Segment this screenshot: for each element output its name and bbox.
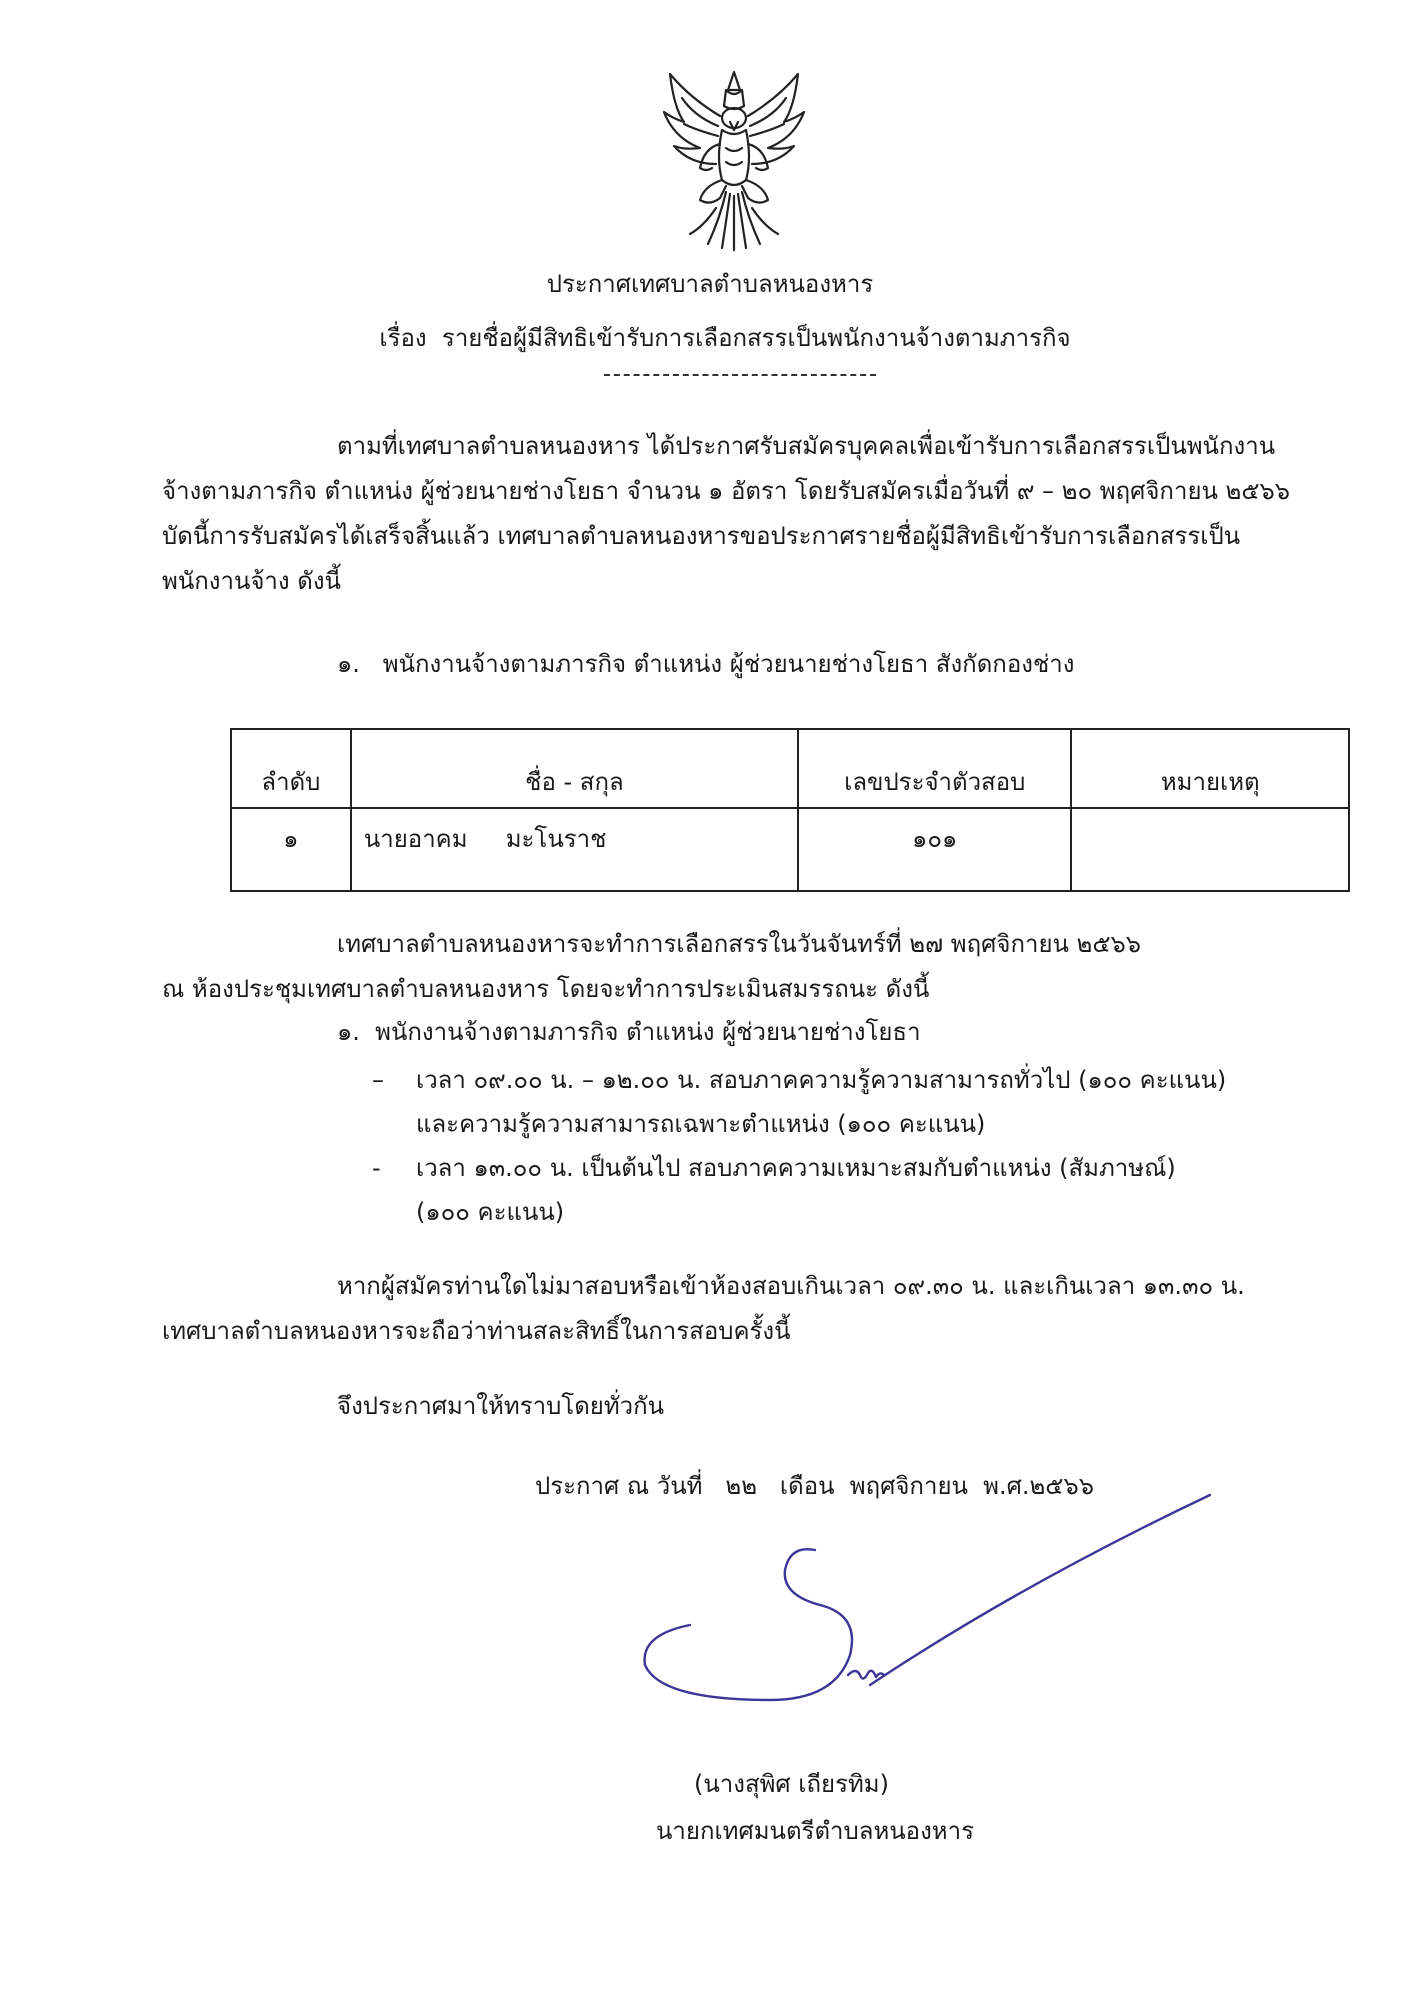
section-number: ๑. xyxy=(337,650,360,678)
header-divider xyxy=(604,374,876,376)
first-name: นายอาคม xyxy=(363,825,468,853)
schedule-bullet xyxy=(372,1058,1352,1146)
schedule-bullets xyxy=(372,1058,1352,1234)
bullet-marker: - xyxy=(372,1154,381,1182)
intro-line: บัดนี้การรับสมัครได้เสร็จสิ้นแล้ว เทศบาลตำบลหนองหารขอประกาศรายชื่อผู้มีสิทธิเข้ารับการเลือกสรรเป็น xyxy=(162,522,1241,550)
table-row xyxy=(231,808,1349,891)
schedule-bullet xyxy=(372,1146,1352,1234)
bullet-line: (๑๐๐ คะแนน) xyxy=(416,1198,565,1226)
candidate-table xyxy=(230,728,1350,892)
section-title: พนักงานจ้างตามภารกิจ ตำแหน่ง ผู้ช่วยนายช่างโยธา สังกัดกองช่าง xyxy=(382,650,1075,678)
table-header-row xyxy=(231,729,1349,808)
section-heading xyxy=(337,648,1074,680)
cell-name xyxy=(351,808,798,891)
closing-line: จึงประกาศมาให้ทราบโดยทั่วกัน xyxy=(337,1392,665,1420)
warning-line: เทศบาลตำบลหนองหารจะถือว่าท่านสละสิทธิ์ในการสอบครั้งนี้ xyxy=(162,1317,791,1345)
announcement-header xyxy=(0,268,1420,376)
schedule-line: ณ ห้องประชุมเทศบาลตำบลหนองหาร โดยจะทำการประเมินสมรรถนะ ดังนี้ xyxy=(162,975,930,1003)
date-month: พฤศจิกายน xyxy=(849,1472,968,1500)
date-month-label: เดือน xyxy=(779,1472,835,1500)
date-year-label: พ.ศ. xyxy=(983,1472,1030,1500)
schedule-line: เทศบาลตำบลหนองหารจะทำการเลือกสรรในวันจันทร์ที่ ๒๗ พฤศจิกายน ๒๕๖๖ xyxy=(337,930,1141,958)
intro-line: จ้างตามภารกิจ ตำแหน่ง ผู้ช่วยนายช่างโยธา จำนวน ๑ อัตรา โดยรับสมัครเมื่อวันที่ ๙ – ๒๐ พฤศจิกายน ๒๕๖๖ xyxy=(162,477,1290,505)
schedule-item xyxy=(337,1016,921,1048)
cell-order: ๑ xyxy=(231,808,351,891)
subject-label: เรื่อง xyxy=(379,324,427,352)
bullet-line: และความรู้ความสามารถเฉพาะตำแหน่ง (๑๐๐ คะแนน) xyxy=(416,1110,986,1138)
intro-paragraph xyxy=(162,424,1312,604)
handwritten-signature xyxy=(620,1475,1240,1735)
signer-title: นายกเทศมนตรีตำบลหนองหาร xyxy=(656,1817,974,1845)
cell-note xyxy=(1071,808,1349,891)
announcement-org-line: ประกาศเทศบาลตำบลหนองหาร xyxy=(546,270,874,298)
intro-line: ตามที่เทศบาลตำบลหนองหาร ได้ประกาศรับสมัครบุคคลเพื่อเข้ารับการเลือกสรรเป็นพนักงาน xyxy=(337,432,1276,460)
bullet-line: เวลา ๑๓.๐๐ น. เป็นต้นไป สอบภาคความเหมาะสมกับตำแหน่ง (สัมภาษณ์) xyxy=(416,1154,1176,1182)
schedule-paragraph xyxy=(162,922,1312,1012)
date-prefix: ประกาศ ณ วันที่ xyxy=(535,1472,703,1500)
subject-text: รายชื่อผู้มีสิทธิเข้ารับการเลือกสรรเป็นพนักงานจ้างตามภารกิจ xyxy=(441,324,1071,352)
intro-line: พนักงานจ้าง ดังนี้ xyxy=(162,567,341,595)
warning-paragraph xyxy=(162,1264,1312,1354)
schedule-item-title: พนักงานจ้างตามภารกิจ ตำแหน่ง ผู้ช่วยนายช่างโยธา xyxy=(375,1018,921,1046)
bullet-marker: – xyxy=(372,1066,384,1094)
garuda-emblem-icon xyxy=(660,68,808,252)
warning-line: หากผู้สมัครท่านใดไม่มาสอบหรือเข้าห้องสอบเกินเวลา ๐๙.๓๐ น. และเกินเวลา ๑๓.๓๐ น. xyxy=(337,1272,1245,1300)
date-day: ๒๒ xyxy=(725,1472,758,1500)
schedule-item-number: ๑. xyxy=(337,1018,360,1046)
cell-exam-id: ๑๐๑ xyxy=(798,808,1071,891)
date-year: ๒๕๖๖ xyxy=(1029,1472,1094,1500)
signer-name: (นางสุพิศ เถียรทิม) xyxy=(694,1770,889,1798)
column-header-order: ลำดับ xyxy=(231,729,351,808)
last-name: มะโนราช xyxy=(505,825,607,853)
column-header-note: หมายเหตุ xyxy=(1071,729,1349,808)
column-header-name: ชื่อ - สกุล xyxy=(351,729,798,808)
announcement-subject xyxy=(0,322,1420,354)
bullet-line: เวลา ๐๙.๐๐ น. – ๑๒.๐๐ น. สอบภาคความรู้ความสามารถทั่วไป (๑๐๐ คะแนน) xyxy=(416,1066,1227,1094)
column-header-exam-id: เลขประจำตัวสอบ xyxy=(798,729,1071,808)
